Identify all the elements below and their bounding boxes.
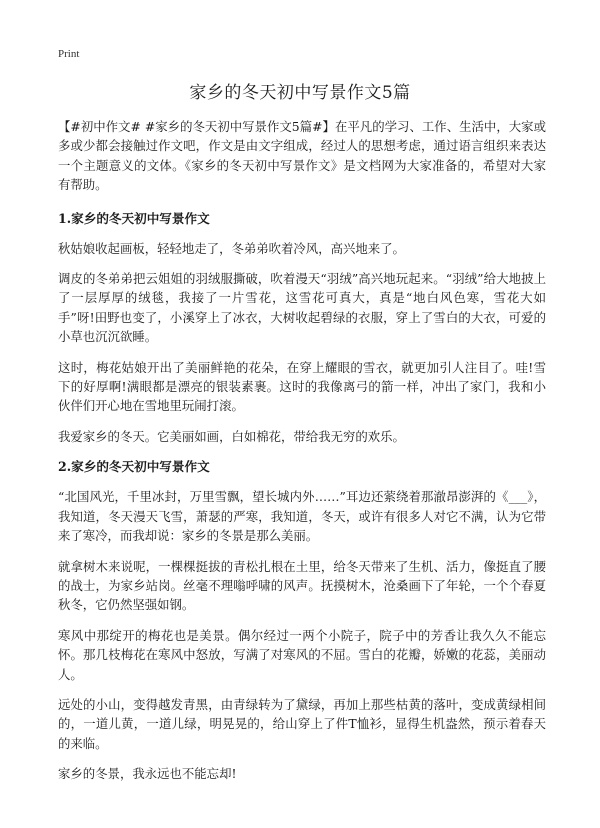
page-title: 家乡的冬天初中写景作文5篇 [189,83,411,103]
section-1-paragraph-3: 这时，梅花姑娘开出了美丽鲜艳的花朵，在穿上耀眼的雪衣，就更加引人注目了。哇!雪下的好厚啊!满眼都是漂亮的银装素裹。这时的我像离弓的箭一样，冲出了家门，我和小伙伴们开心地在雪地里玩闹打滚。 [58,359,546,414]
section-heading-2: 2.家乡的冬天初中写景作文 [58,459,210,475]
section-2-paragraph-2: 就拿树木来说呢，一棵棵挺拔的青松扎根在土里，给冬天带来了生机、活力，像挺直了腰的战士，为家乡站岗。丝毫不理嗡呼啸的风声。抚摸树木，沧桑画下了年轮，一个个春夏秋冬，它仍然坚强如钢。 [58,558,546,613]
section-2-paragraph-1: “北国风光，千里冰封，万里雪飘，望长城内外……”耳边还萦绕着那澈昂澎湃的《___》，我知道，冬天漫天飞雪，萧瑟的严寒，我知道，冬天，或许有很多人对它不满，认为它带来了寒冷，而我却说：家乡的冬景是那么美丽。 [58,489,546,544]
section-heading-1: 1.家乡的冬天初中写景作文 [58,210,210,226]
section-1-paragraph-4: 我爱家乡的冬天。它美丽如画，白如棉花，带给我无穷的欢乐。 [58,428,405,444]
intro-paragraph: 【#初中作文# #家乡的冬天初中写景作文5篇#】在平凡的学习、工作、生活中，大家或多或少都会接触过作文吧，作文是由文字组成，经过人的思想考虑，通过语言组织来表达一个主题意义的文体。《家乡的冬天初中写景作文》是文档网为大家准备的，希望对大家有帮助。 [58,119,546,193]
article-body [58,117,546,795]
print-link[interactable]: Print [58,48,80,60]
section-1-paragraph-1: 秋姑娘收起画板，轻轻地走了，冬弟弟吹着冷风，高兴地来了。 [58,240,405,256]
section-2-paragraph-3: 寒风中那绽开的梅花也是美景。偶尔经过一两个小院子，院子中的芳香让我久久不能忘怀。那几枝梅花在寒风中怒放，写满了对寒风的不屈。雪白的花瓣，娇嫩的花蕊，美丽动人。 [58,627,546,682]
section-2-paragraph-4: 远处的小山，变得越发青黑，由青绿转为了黛绿，再加上那些枯黄的落叶，变成黄绿相间的，一道儿黄，一道儿绿，明晃晃的，给山穿上了件T恤衫，显得生机盎然，预示着春天的来临。 [58,696,546,751]
section-2-paragraph-5: 家乡的冬景，我永远也不能忘却! [58,766,237,782]
section-1-paragraph-2: 调皮的冬弟弟把云姐姐的羽绒服撕破，吹着漫天“羽绒”高兴地玩起来。“羽绒”给大地披上了一层厚厚的绒毯，我接了一片雪花，这雪花可真大，真是“地白风色寒，雪花大如手”呀!田野也变了，小溪穿上了冰衣，大树收起碧绿的衣服，穿上了雪白的大衣，可爱的小草也沉沉欲睡。 [58,271,546,345]
